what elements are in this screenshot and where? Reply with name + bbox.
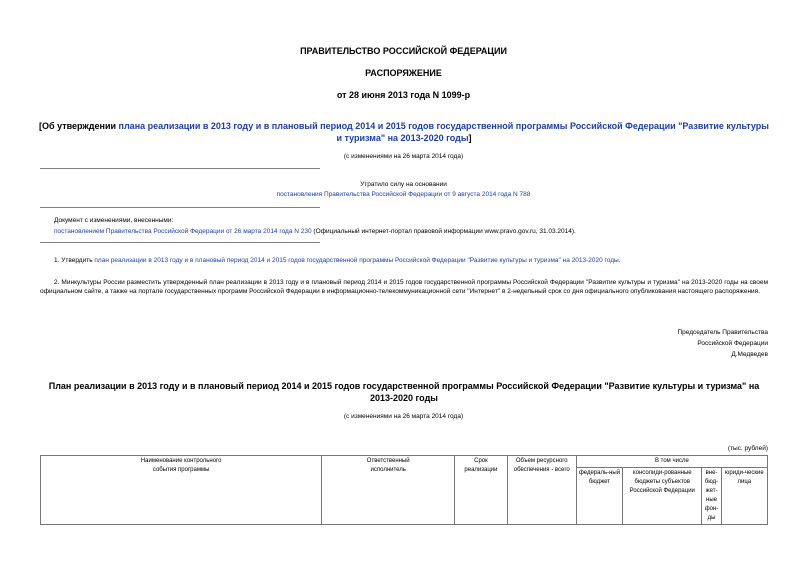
table-header-including: В том числе bbox=[576, 456, 767, 468]
table-header-name: Наименование контрольного события программы bbox=[41, 456, 322, 525]
government-heading: ПРАВИТЕЛЬСТВО РОССИЙСКОЙ ФЕДЕРАЦИИ bbox=[300, 46, 507, 56]
changes-link[interactable]: постановлением Правительства Российской Федерации от 26 марта 2014 года N 230 bbox=[54, 228, 312, 235]
table-header-legal: юриди-ческие лица bbox=[721, 468, 767, 525]
document-type: РАСПОРЯЖЕНИЕ bbox=[365, 68, 442, 78]
table-header-executor: Ответственный исполнитель bbox=[322, 456, 455, 525]
paragraph-1-suffix: . bbox=[618, 257, 621, 264]
title-suffix: ] bbox=[468, 133, 472, 143]
paragraph-1-plan-link[interactable]: план реализации в 2013 году и в плановый период 2014 и 2015 годов государственной программы Российской Федерации "Развитие культуры и туризма" на 2013-2020 годы bbox=[94, 257, 619, 264]
divider bbox=[40, 168, 320, 169]
document-date-number: от 28 июня 2013 года N 1099-р bbox=[336, 90, 471, 100]
signature-name: Д.Медведев bbox=[731, 351, 768, 358]
amendment-note: (с изменениями на 26 марта 2014 года) bbox=[343, 153, 464, 160]
divider bbox=[40, 207, 320, 208]
plan-title: План реализации в 2013 году и в плановый период 2014 и 2015 годов государственной программы Российской Федерации "Развитие культуры и туризма" на 2013-2020 годы bbox=[48, 381, 760, 403]
plan-amendment-note: (с изменениями на 26 марта 2014 года) bbox=[343, 413, 464, 420]
table-header-volume: Объем ресурсного обеспечения - всего bbox=[507, 456, 576, 525]
title-plan-link[interactable]: плана реализации в 2013 году и в плановый период 2014 и 2015 годов государственной программы Российской Федерации "Развитие культуры и туризма" на 2013-2020 годы bbox=[118, 121, 769, 143]
units-label: (тыс. рублей) bbox=[727, 445, 768, 452]
title-prefix: [Об утверждении bbox=[39, 121, 119, 131]
table-header-offbudget: вне-бюд-жет-ные фон-ды bbox=[702, 468, 721, 525]
plan-table bbox=[40, 455, 768, 525]
table-header-consolidated: консолиди-рованные бюджеты субъектов Российской Федерации bbox=[623, 468, 702, 525]
paragraph-2: 2. Минкультуры России разместить утвержденный план реализации в 2013 году и в плановый период 2014 и 2015 годов государственной программы Российской Федерации "Развитие культуры и туризма" на 2013-2020 годы на своем официальном сайте, а также на портале государственных программ Российской Федерации в информационно-телекоммуникационной сети "Интернет" в 2-недельный срок со дня официального опубликования настоящего распоряжения. bbox=[40, 279, 768, 295]
document-title bbox=[38, 120, 770, 144]
table-header-federal: федераль-ный бюджет bbox=[576, 468, 622, 525]
divider bbox=[40, 242, 320, 243]
signature-position: Председатель Правительства bbox=[677, 329, 768, 336]
signature-block bbox=[677, 328, 768, 359]
paragraph-1-prefix: 1. Утвердить bbox=[54, 257, 95, 264]
table-header-term: Срок реализации bbox=[455, 456, 508, 525]
changes-line bbox=[54, 227, 774, 236]
changes-label: Документ с изменениями, внесенными: bbox=[54, 217, 174, 224]
void-notice-link[interactable]: постановления Правительства Российской Федерации от 9 августа 2014 года N 788 bbox=[276, 191, 531, 198]
table-header-row bbox=[41, 456, 768, 468]
changes-source: (Официальный интернет-портал правовой информации www.pravo.gov.ru, 31.03.2014). bbox=[311, 228, 576, 235]
void-notice-label: Утратило силу на основании bbox=[360, 181, 447, 188]
signature-country: Российской Федерации bbox=[697, 340, 768, 347]
paragraph-1 bbox=[54, 256, 774, 265]
